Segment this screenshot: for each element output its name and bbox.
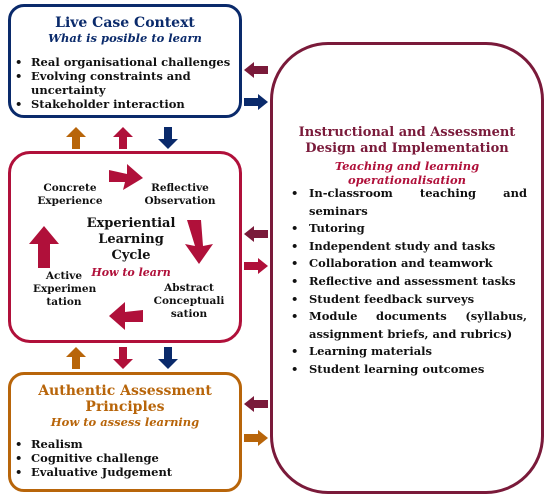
aap-title: Authentic Assessment Principles [38,383,212,415]
live-case-subtitle: What is posible to learn [48,31,202,45]
aap-subtitle: How to assess learning [50,415,200,429]
list-item: • Real organisational challenges [11,55,233,69]
active-experimentation-label: Active Experimen tation [33,270,97,308]
iad-list [287,185,527,379]
cycle-arrow-down-icon [183,220,215,266]
authentic-assessment-principles-box [8,372,242,492]
live-case-title: Live Case Context [55,15,195,31]
crimson-right-arrow-icon [244,258,268,274]
experiential-learning-cycle-box [8,151,242,343]
maroon-left-arrow-icon [244,396,268,412]
iad-title: Instructional and Assessment Design and Implementation [298,125,516,156]
list-item: • Student learning outcomes [287,361,527,379]
list-item: • Cognitive challenge [11,451,239,465]
live-case-context-box [8,4,242,118]
list-item: • Collaboration and teamwork [287,255,527,273]
list-item: • Learning materials [287,343,527,361]
iad-subtitle: Teaching and learning operationalisation [334,159,480,187]
list-item: • In-classroom teaching and seminars [287,185,527,220]
navy-down-arrow-icon [158,127,178,149]
crimson-left-arrow-icon [244,226,268,242]
elc-subtitle: How to learn [91,266,171,279]
maroon-left-arrow-icon [244,62,268,78]
orange-right-arrow-icon [244,430,268,446]
list-item: • Reflective and assessment tasks [287,273,527,291]
list-item: • Stakeholder interaction [11,97,233,111]
instructional-assessment-design-box [270,42,544,494]
cycle-arrow-left-icon [109,302,143,330]
cycle-arrow-right-icon [109,160,145,192]
aap-list [11,437,239,479]
list-item: • Evolving constraints and uncertainty [11,69,233,97]
crimson-up-arrow-icon [113,127,133,149]
list-item: • Module documents (syllabus, assignment briefs, and rubrics) [287,308,527,343]
crimson-down-arrow-icon [113,347,133,369]
navy-right-arrow-icon [244,94,268,110]
list-item: • Evaluative Judgement [11,465,239,479]
concrete-experience-label: Concrete Experience [37,182,103,207]
elc-title: Experiential Learning Cycle [86,216,176,263]
cycle-arrow-up-icon [29,226,59,268]
abstract-conceptualisation-label: Abstract Conceptuali sation [153,282,225,320]
live-case-list [11,55,239,111]
list-item: • Independent study and tasks [287,238,527,256]
orange-up-arrow-icon [66,347,86,369]
reflective-observation-label: Reflective Observation [144,182,216,207]
navy-down-arrow-icon [158,347,178,369]
list-item: • Student feedback surveys [287,291,527,309]
list-item: • Realism [11,437,239,451]
list-item: • Tutoring [287,220,527,238]
orange-up-arrow-icon [66,127,86,149]
